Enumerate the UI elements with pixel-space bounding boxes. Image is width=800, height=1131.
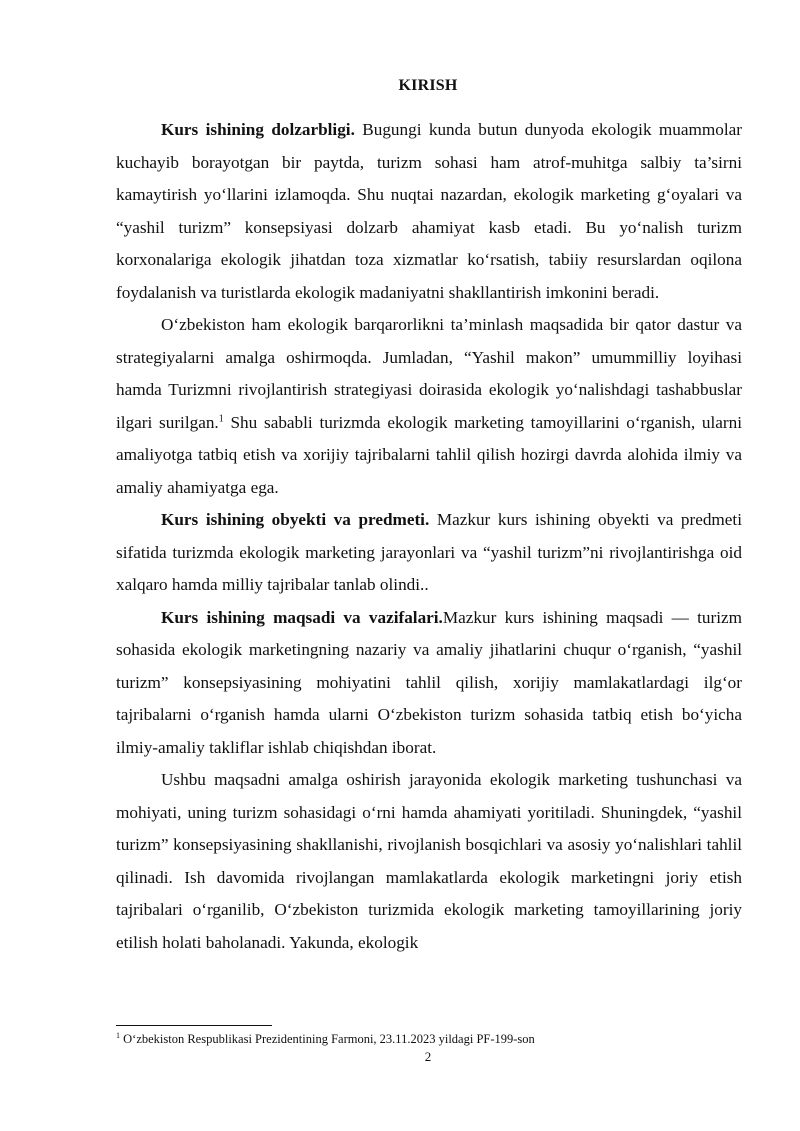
paragraph-text: Ushbu maqsadni amalga oshirish jarayonida ekologik marketing tushunchasi va mohiyati, uning turizm sohasidagi o‘rni hamda ahamiyati yoritiladi. Shuningdek, “yashil turizm” konsepsiyasining shakllanishi, rivojlanish bosqichlari va asosiy yo‘nalishlari tahlil qilinadi. Ish davomida rivojlangan mamlakatlarda ekologik marketingni joriy etish tajribalari o‘rganilib, O‘zbekiston turizmida ekologik marketing tamoyillarining joriy etilish holati baholanadi. Yakunda, ekologik [116,770,742,952]
paragraph-relevance [116,114,742,309]
footnote-reference[interactable]: 1 [218,412,224,424]
paragraph-text: Mazkur kurs ishining obyekti va predmeti sifatida turizmda ekologik marketing jarayonlari va “yashil turizm”ni rivojlantirishga oid xalqaro hamda milliy tajribalar tanlab olindi.. [116,510,742,594]
footnote-separator [116,1025,272,1026]
paragraph-text: Shu sababli turizmda ekologik marketing tamoyillarini o‘rganish, ularni amaliyotga tatbiq etish va xorijiy tajribalarni tahlil qilish hozirgi davrda alohida ilmiy va amaliy ahamiyatga ega. [116,412,742,497]
footnote-text: O‘zbekiston Respublikasi Prezidentining Farmoni, 23.11.2023 yildagi PF-199-son [120,1032,535,1046]
paragraph-heading: Kurs ishining obyekti va predmeti. [161,510,430,529]
paragraph-method [116,764,742,959]
footnote-mark: 1 [116,1030,120,1040]
page-number: 2 [424,1049,432,1064]
paragraph-object-subject [116,504,742,602]
paragraph-aims-tasks [116,602,742,765]
paragraph-heading: Kurs ishining maqsadi va vazifalari. [161,607,443,627]
paragraph-uzbekistan [116,309,742,504]
document-body [116,114,742,959]
paragraph-text: Bugungi kunda butun dunyoda ekologik muammolar kuchayib borayotgan bir paytda, turizm sohasi ham atrof-muhitga salbiy ta’sirni kamaytirish yo‘llarini izlamoqda. Shu nuqtai nazardan, ekologik marketing g‘oyalari va “yashil turizm” konsepsiyasi dolzarb ahamiyat kasb etadi. Bu yo‘nalish turizm korxonalariga ekologik jihatdan toza xizmatlar ko‘rsatish, tabiiy resurslardan oqilona foydalanish va turistlarda ekologik madaniyatni shakllantirish imkonini beradi. [116,120,742,302]
paragraph-text: Mazkur kurs ishining maqsadi — turizm sohasida ekologik marketingning nazariy va amaliy jihatlarini chuqur o‘rganish, “yashil turizm” konsepsiyasining mohiyatini tahlil qilish, xorijiy mamlakatlardagi ilg‘or tajribalarni o‘rganish hamda ularni O‘zbekiston turizm sohasida tatbiq etish bo‘yicha ilmiy-amaliy takliflar ishlab chiqishdan iborat. [116,607,742,757]
paragraph-heading: Kurs ishining dolzarbligi. [161,120,355,139]
page-title: KIRISH [398,77,458,94]
paragraph-text: O‘zbekiston ham ekologik barqarorlikni ta’minlash maqsadida bir qator dastur va strategiyalarni amalga oshirmoqda. Jumladan, “Yashil makon” umummilliy loyihasi hamda Turizmni rivojlantirish strategiyasi doirasida ekologik yo‘nalishdagi tashabbuslar ilgari surilgan. [116,315,742,432]
footnote [116,1031,742,1047]
